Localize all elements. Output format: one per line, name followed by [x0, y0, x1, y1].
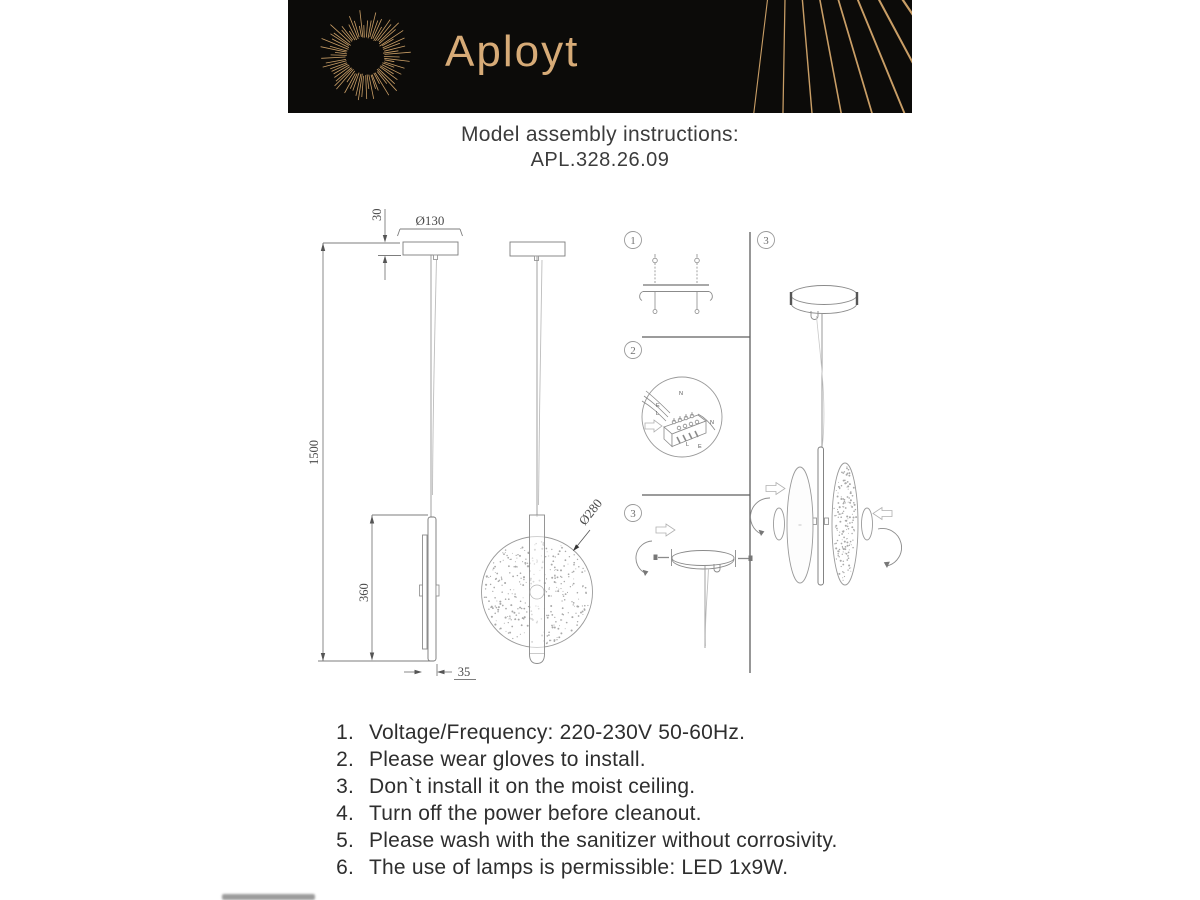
wire-label-e2: E — [698, 444, 702, 450]
front-view — [482, 242, 593, 664]
side-view — [318, 209, 476, 680]
item-text: Turn off the power before cleanout. — [369, 802, 702, 825]
list-item — [328, 773, 928, 800]
step1-bracket — [640, 254, 713, 314]
item-number: 5. — [336, 829, 354, 852]
item-text: Voltage/Frequency: 220-230V 50-60Hz. — [369, 721, 746, 744]
wire-label-n2: N — [710, 420, 714, 426]
dim-canopy-diameter: Ø130 — [415, 213, 445, 228]
brand-wordmark: Aployt — [445, 27, 580, 76]
item-number: 2. — [336, 748, 354, 771]
dim-total-height: 1500 — [307, 440, 321, 465]
item-number: 6. — [336, 856, 354, 879]
wire-label-n: N — [679, 391, 683, 397]
item-text: Please wash with the sanitizer without corrosivity. — [369, 829, 838, 852]
cutoff-footer-smudge — [222, 894, 315, 900]
step3-canopy — [636, 524, 753, 648]
rays-decoration — [680, 0, 912, 113]
list-item — [328, 800, 928, 827]
step3-assembly — [750, 286, 901, 586]
step2-number: 2 — [630, 344, 636, 357]
list-item — [328, 854, 928, 881]
item-number: 3. — [336, 775, 354, 798]
instruction-list — [328, 719, 928, 881]
list-item — [328, 827, 928, 854]
brand-banner — [288, 0, 912, 113]
step1-number: 1 — [630, 234, 636, 247]
dim-shade-diameter: Ø280 — [575, 495, 606, 528]
item-number: 4. — [336, 802, 354, 825]
step2-wiring — [642, 377, 722, 457]
dim-canopy-height: 30 — [370, 208, 384, 221]
item-text: Don`t install it on the moist ceiling. — [369, 775, 696, 798]
dim-body-height: 360 — [357, 583, 371, 602]
technical-drawing — [300, 195, 920, 690]
step-markers — [625, 232, 775, 522]
list-item — [328, 719, 928, 746]
model-number: APL.328.26.09 — [530, 149, 670, 171]
dim-body-width: 35 — [457, 665, 471, 679]
item-text: Please wear gloves to install. — [369, 748, 646, 771]
item-text: The use of lamps is permissible: LED 1x9W. — [369, 856, 789, 879]
step3-right-number: 3 — [763, 234, 769, 247]
wire-label-e: E — [656, 403, 660, 409]
page-title: Model assembly instructions: — [460, 123, 739, 146]
banner-art — [288, 0, 912, 113]
step3-number: 3 — [630, 507, 636, 520]
wire-label-l2: L — [686, 442, 690, 448]
list-item — [328, 746, 928, 773]
item-number: 1. — [336, 721, 354, 744]
sunburst-core — [349, 40, 382, 73]
wire-label-l: L — [656, 411, 660, 417]
